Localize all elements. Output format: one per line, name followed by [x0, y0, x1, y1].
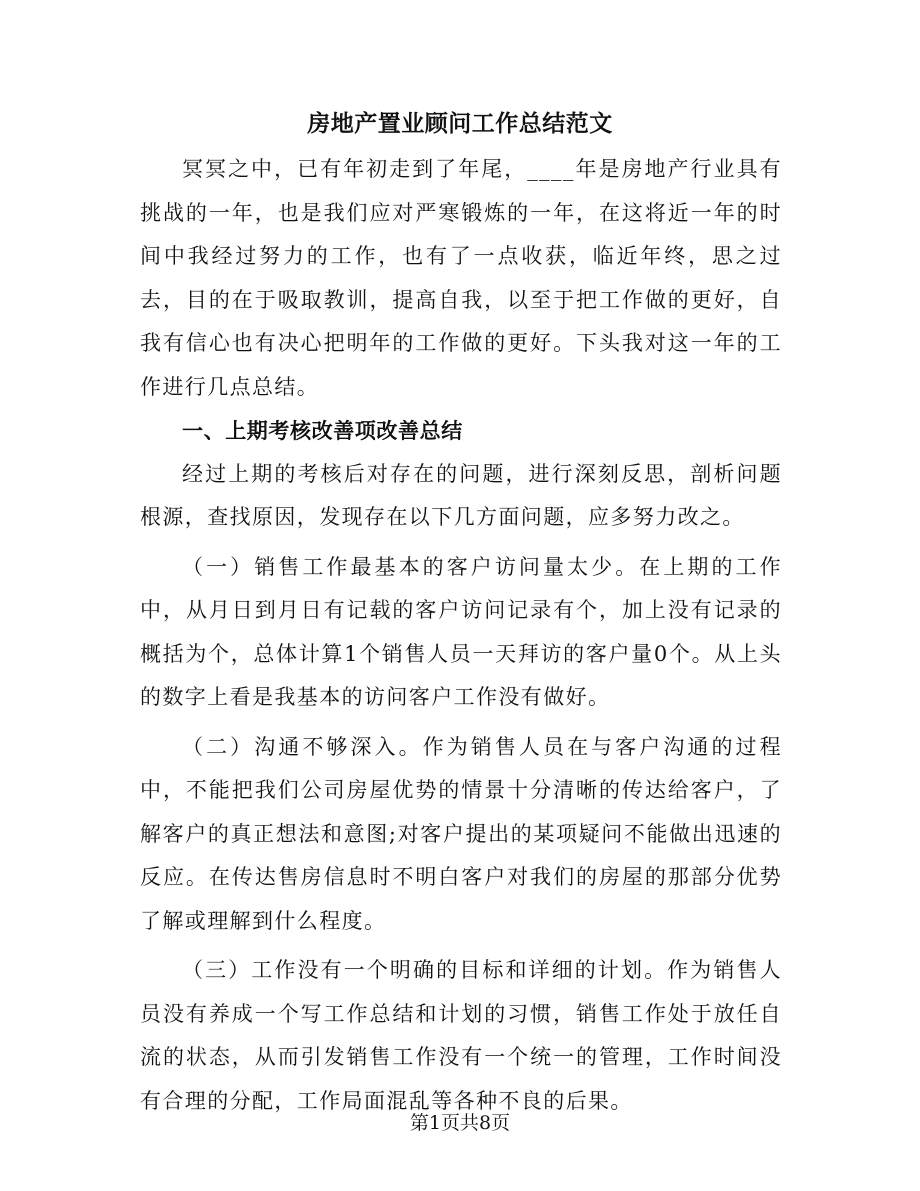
section-intro-paragraph: 经过上期的考核后对存在的问题，进行深刻反思，剖析问题根源，查找原因，发现存在以下几方面问题，应多努力改之。 — [140, 461, 782, 529]
item-1-paragraph: （一）销售工作最基本的客户访问量太少。在上期的工作中，从月日到月日有记载的客户访问记录有个，加上没有记录的概括为个，总体计算1个销售人员一天拜访的客户量0个。从上头的数字上看是我基本的访问客户工作没有做好。 — [140, 554, 782, 709]
item-2-paragraph: （二）沟通不够深入。作为销售人员在与客户沟通的过程中，不能把我们公司房屋优势的情景十分清晰的传达给客户，了解客户的真正想法和意图;对客户提出的某项疑问不能做出迅速的反应。在传达售房信息时不明白客户对我们的房屋的那部分优势了解或理解到什么程度。 — [140, 734, 782, 933]
page-indicator: 第1页共8页 — [409, 1112, 511, 1134]
section-heading: 一、上期考核改善项改善总结 — [182, 418, 463, 443]
item-3-paragraph: （三）工作没有一个明确的目标和详细的计划。作为销售人员没有养成一个写工作总结和计划的习惯，销售工作处于放任自流的状态，从而引发销售工作没有一个统一的管理，工作时间没有合理的分配，工作局面混乱等各种不良的后果。 — [140, 958, 782, 1113]
document-title: 房地产置业顾问工作总结范文 — [307, 110, 613, 137]
intro-paragraph: 冥冥之中，已有年初走到了年尾，____年是房地产行业具有挑战的一年，也是我们应对严寒锻炼的一年，在这将近一年的时间中我经过努力的工作，也有了一点收获，临近年终，思之过去，目的在于吸取教训，提高自我，以至于把工作做的更好，自我有信心也有决心把明年的工作做的更好。下头我对这一年的工作进行几点总结。 — [140, 157, 782, 399]
document-body — [140, 148, 782, 1123]
